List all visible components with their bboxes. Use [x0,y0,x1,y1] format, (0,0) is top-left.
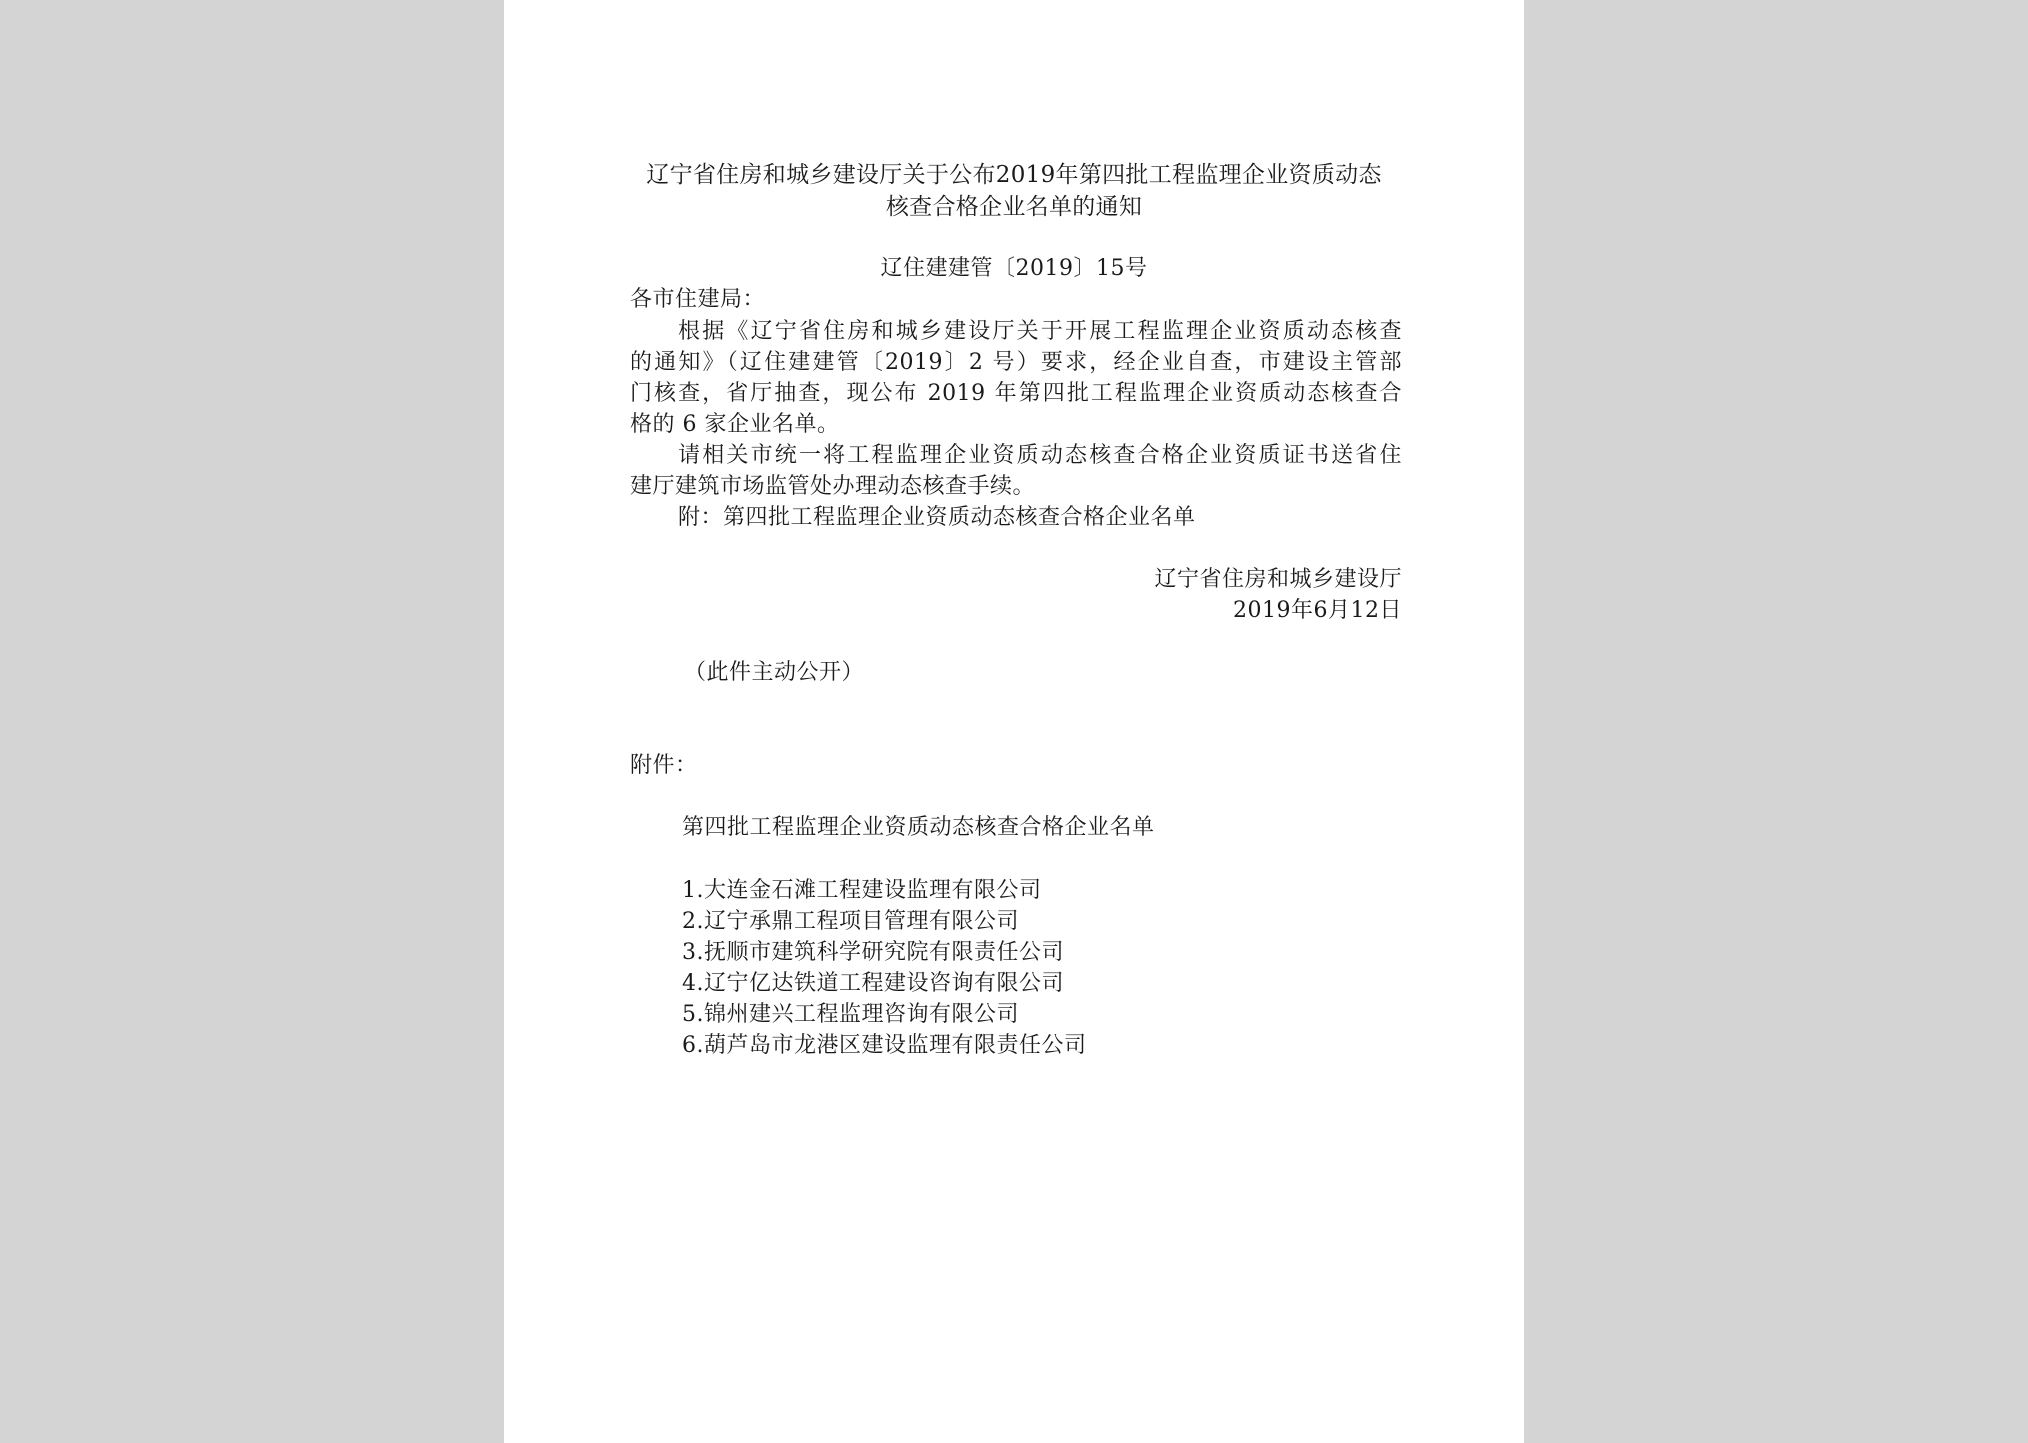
document-title-line-1: 辽宁省住房和城乡建设厅关于公布2019年第四批工程监理企业资质动态 [646,162,1382,188]
list-item: 4.辽宁亿达铁道工程建设咨询有限公司 [682,971,1064,996]
body-paragraph-2-line: 请相关市统一将工程监理企业资质动态核查合格企业资质证书送省住 [678,443,1402,468]
disclosure-note: （此件主动公开） [684,660,865,685]
document-page [504,0,1524,1443]
list-title: 第四批工程监理企业资质动态核查合格企业名单 [682,815,1155,840]
document-number: 辽住建建管〔2019〕15号 [880,256,1148,281]
document-title-line-2: 核查合格企业名单的通知 [885,194,1143,220]
issue-date: 2019年6月12日 [1233,598,1402,623]
salutation: 各市住建局： [630,287,766,312]
attachment-note: 附：第四批工程监理企业资质动态核查合格企业名单 [678,505,1196,530]
body-paragraph-1-line: 格的 6 家企业名单。 [630,412,840,437]
list-item: 5.锦州建兴工程监理咨询有限公司 [682,1002,1019,1027]
list-item: 2.辽宁承鼎工程项目管理有限公司 [682,909,1019,934]
body-paragraph-1-line: 的通知》（辽住建建管〔2019〕2 号）要求，经企业自查，市建设主管部 [630,350,1402,375]
body-paragraph-1-line: 门核查，省厅抽查，现公布 2019 年第四批工程监理企业资质动态核查合 [630,381,1402,406]
body-paragraph-1-line: 根据《辽宁省住房和城乡建设厅关于开展工程监理企业资质动态核查 [678,319,1402,344]
list-item: 6.葫芦岛市龙港区建设监理有限责任公司 [682,1033,1087,1058]
list-item: 3.抚顺市建筑科学研究院有限责任公司 [682,940,1064,965]
list-item: 1.大连金石滩工程建设监理有限公司 [682,878,1042,903]
attachment-label: 附件： [630,753,698,778]
body-paragraph-2-line: 建厅建筑市场监管处办理动态核查手续。 [630,474,1036,499]
issuer-name: 辽宁省住房和城乡建设厅 [1154,567,1402,592]
